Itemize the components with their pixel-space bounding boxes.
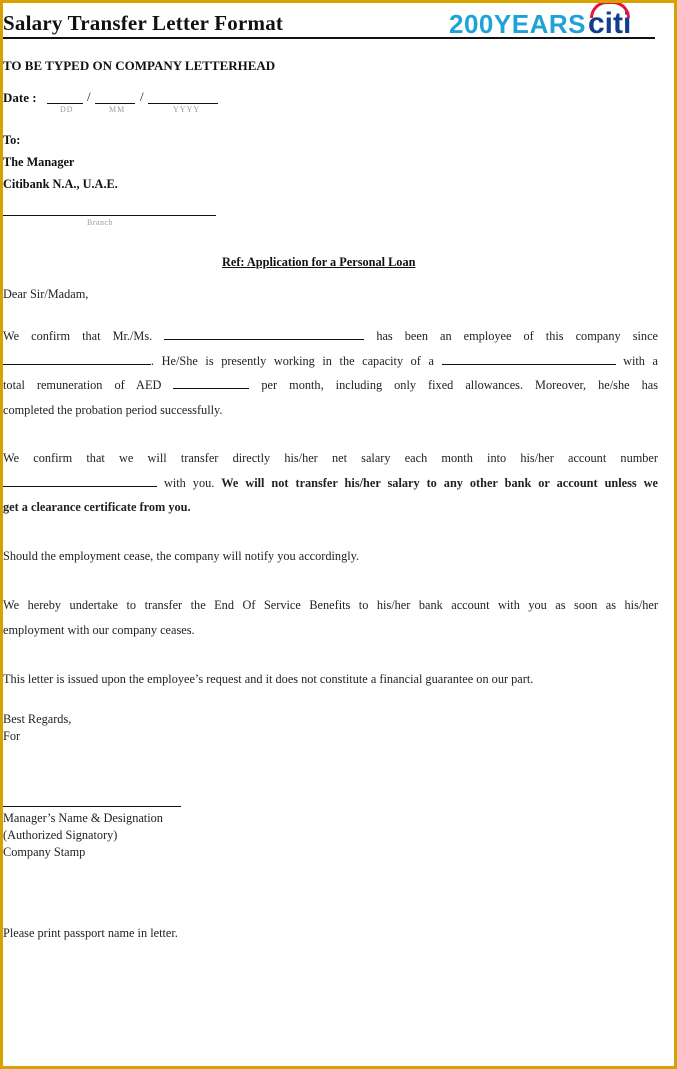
- text-run: has been an employee of this company since: [376, 329, 658, 343]
- paragraph-end-of-service: [3, 593, 658, 642]
- paragraph-employment: [3, 324, 658, 422]
- salutation: Dear Sir/Madam,: [3, 287, 89, 301]
- logo-brand-text: [588, 9, 631, 39]
- date-year-field: [148, 91, 218, 104]
- join-date-field: [3, 352, 151, 365]
- for-label: For: [3, 729, 21, 743]
- date-year-hint: YYYY: [173, 105, 201, 114]
- designation-field: [442, 352, 616, 365]
- text-run: total remuneration of AED: [3, 378, 162, 392]
- paragraph-line: We confirm that we will transfer directly his/her net salary each month into his/her account number: [3, 451, 658, 465]
- paragraph-line: Should the employment cease, the company will notify you accordingly.: [3, 549, 360, 563]
- paragraph-line: [3, 349, 658, 374]
- company-stamp: Company Stamp: [3, 845, 86, 859]
- text-run: with a: [623, 353, 658, 368]
- date-day-hint: DD: [60, 105, 74, 114]
- date-label: Date :: [3, 90, 37, 105]
- paragraph-line: [3, 471, 658, 496]
- to-label: To:: [3, 133, 21, 147]
- closing: Best Regards,: [3, 712, 72, 726]
- paragraph-cessation: [3, 544, 658, 569]
- paragraph-disclaimer: [3, 667, 658, 692]
- recipient-title: The Manager: [3, 155, 75, 169]
- recipient-bank: Citibank N.A., U.A.E.: [3, 177, 118, 191]
- logo-years-text: 200YEARS: [449, 9, 586, 39]
- passport-note: Please print passport name in letter.: [3, 926, 178, 940]
- paragraph-salary-transfer: [3, 446, 658, 520]
- account-number-field: [3, 474, 157, 487]
- paragraph-line: get a clearance certificate from you.: [3, 500, 191, 514]
- authorized-signatory: (Authorized Signatory): [3, 828, 118, 842]
- branch-field: [3, 215, 216, 216]
- letter-document: [3, 3, 674, 1066]
- date-separator: /: [87, 89, 91, 104]
- paragraph-line: We hereby undertake to transfer the End Of Service Benefits to his/her bank account with you as soon as his/her: [3, 598, 658, 612]
- paragraph-line: This letter is issued upon the employee’s request and it does not constitute a financial guarantee on our part.: [3, 672, 534, 686]
- letterhead-instruction: TO BE TYPED ON COMPANY LETTERHEAD: [3, 58, 276, 73]
- reference-line: Ref: Application for a Personal Loan: [222, 255, 416, 269]
- citi-200-years-logo: [449, 5, 631, 39]
- date-day-field: [47, 91, 83, 104]
- citi-arc-icon: [590, 3, 630, 18]
- text-run: per month, including only fixed allowances. Moreover, he/she has: [261, 378, 658, 392]
- remuneration-field: [173, 376, 249, 389]
- date-month-hint: MM: [109, 105, 126, 114]
- text-run: We confirm that Mr./Ms.: [3, 329, 153, 343]
- paragraph-line: employment with our company ceases.: [3, 622, 195, 637]
- date-month-field: [95, 91, 135, 104]
- bold-text-run: We will not transfer his/her salary to any other bank or account unless we: [221, 475, 658, 490]
- text-run: with you.: [163, 475, 215, 490]
- branch-hint: Branch: [87, 218, 114, 227]
- date-separator: /: [140, 89, 144, 104]
- paragraph-line: [3, 324, 658, 349]
- signature-line: [3, 806, 181, 807]
- document-title: Salary Transfer Letter Format: [3, 11, 284, 35]
- text-run: . He/She is presently working in the capacity of a: [151, 353, 434, 368]
- paragraph-line: [3, 373, 658, 398]
- signatory-name-designation: Manager’s Name & Designation: [3, 811, 163, 825]
- employee-name-field: [164, 327, 364, 340]
- paragraph-line: completed the probation period successfully.: [3, 402, 223, 417]
- logo-brand-label: citi: [587, 7, 632, 40]
